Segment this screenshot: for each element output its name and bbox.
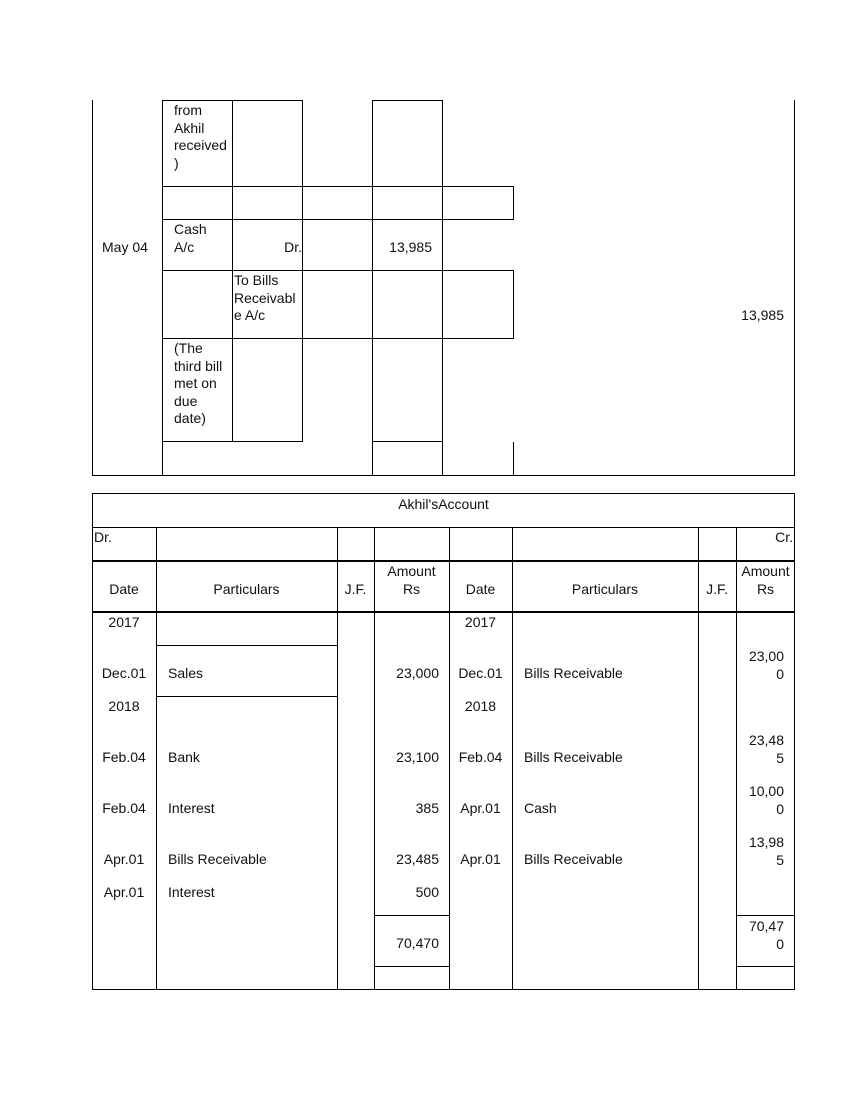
dr-date: Feb.04 [102, 800, 146, 816]
dr-date: Apr.01 [103, 851, 145, 867]
cr-amount: 10,00 0 [748, 783, 784, 817]
dr-amount: 23,100 [396, 749, 439, 765]
dr-amount: 23,000 [396, 665, 439, 681]
journal-right-border [794, 100, 795, 476]
dr-particulars: Bills Receivable [168, 851, 267, 867]
header-jf-cr: J.F. [706, 581, 728, 597]
cr-label: Cr. [775, 529, 793, 545]
dr-label: Dr. [94, 529, 112, 545]
journal-date: May 04 [102, 239, 148, 255]
cr-date: Apr.01 [460, 851, 501, 867]
header-particulars-dr: Particulars [213, 581, 280, 597]
journal-debit-amount: 13,985 [389, 239, 432, 255]
ledger-title: Akhil'sAccount [398, 496, 489, 512]
cr-date: Apr.01 [460, 800, 501, 816]
cr-date: Dec.01 [458, 665, 503, 681]
cr-amount: 13,98 5 [748, 834, 784, 868]
journal-narration-1: from Akhil received ) [174, 102, 227, 171]
dr-date: Feb.04 [102, 749, 146, 765]
header-jf-dr: J.F. [344, 581, 367, 597]
dr-total: 70,470 [396, 935, 439, 951]
dr-date: Apr.01 [103, 884, 145, 900]
cr-year-2018: 2018 [464, 698, 497, 714]
cr-particulars: Bills Receivable [524, 665, 623, 681]
journal-narration-2: (The third bill met on due date) [174, 340, 223, 426]
header-amount-dr: Amount Rs [387, 563, 436, 597]
header-particulars-cr: Particulars [571, 581, 639, 597]
dr-particulars: Sales [168, 665, 204, 681]
cr-particulars: Cash [524, 800, 557, 816]
cr-total: 70,47 0 [748, 918, 784, 952]
journal-bottom-border [92, 475, 795, 476]
dr-year-2017: 2017 [108, 614, 140, 630]
cr-date: Feb.04 [458, 749, 503, 765]
dr-particulars: Interest [168, 800, 215, 816]
header-amount-cr: Amount Rs [741, 563, 790, 597]
cr-particulars: Bills Receivable [524, 851, 623, 867]
cr-particulars: Bills Receivable [524, 749, 623, 765]
dr-date: Dec.01 [101, 665, 147, 681]
dr-particulars: Bank [168, 749, 200, 765]
dr-amount: 23,485 [396, 851, 439, 867]
journal-dr-label: Dr. [284, 239, 302, 255]
cr-amount: 23,48 5 [748, 732, 784, 766]
journal-left-border [92, 100, 93, 476]
dr-amount: 500 [415, 884, 439, 900]
journal-debit-account: Cash A/c [174, 221, 207, 255]
journal-credit-account: To Bills Receivabl e A/c [234, 272, 296, 323]
dr-amount: 385 [415, 800, 439, 816]
journal-credit-amount: 13,985 [741, 307, 784, 323]
dr-particulars: Interest [168, 884, 215, 900]
header-date-cr: Date [465, 581, 496, 597]
cr-amount: 23,00 0 [748, 648, 784, 682]
cr-year-2017: 2017 [464, 614, 497, 630]
dr-year-2018: 2018 [108, 698, 140, 714]
header-date-dr: Date [109, 581, 139, 597]
